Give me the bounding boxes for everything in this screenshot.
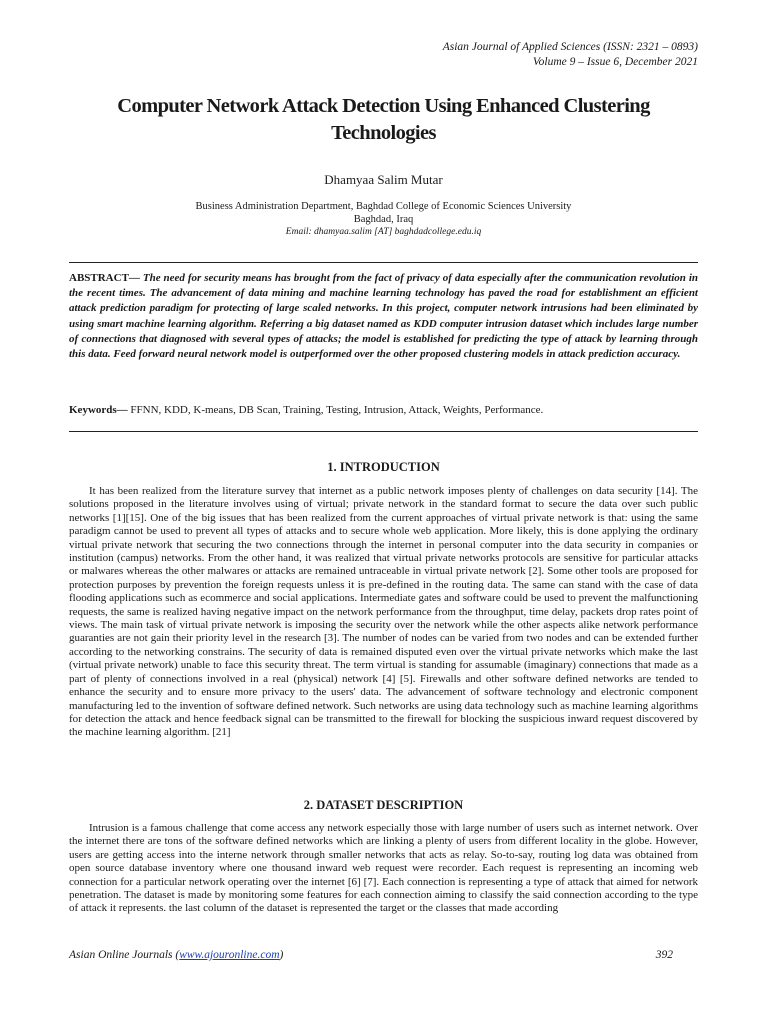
author-affiliation: [69, 201, 698, 239]
author-name: Dhamyaa Salim Mutar: [324, 172, 443, 187]
paper-title: Computer Network Attack Detection Using Enhanced Clustering Technologies: [117, 95, 650, 144]
abstract: [69, 271, 698, 362]
journal-name-line: Asian Journal of Applied Sciences (ISSN: 2321 – 0893): [442, 41, 698, 53]
keywords: [69, 404, 698, 416]
author-email: Email: dhamyaa.salim [AT] baghdadcollege.edu.iq: [285, 227, 482, 237]
keywords-text: FFNN, KDD, K-means, DB Scan, Training, Testing, Intrusion, Attack, Weights, Performance.: [130, 404, 544, 416]
keywords-label: Keywords—: [69, 404, 128, 416]
section-text-dataset-description: Intrusion is a famous challenge that come access any network especially those with large number of users such as internet network. Over the internet there are tons of the software defined networks which are linking a plenty of users from different locality in the globe. However, users are getting access into the interne network through smaller networks that acts as relay. So-to-say, routing log data was obtained from open source database inventory where one thousand inward web request were recorder. Each request is representing an incoming web connection for a particular network operating over the internet [6] [7]. Each connection is representing a type of attack that aimed for network penetration. The dataset is made by monitoring some features for each connection aiming to classify the said connection according to the type of attack it represents. the last column of the dataset is represented the target or the classes that made according: [69, 822, 698, 915]
abstract-label: ABSTRACT—: [69, 272, 140, 284]
footer-publisher-prefix: Asian Online Journals (: [69, 949, 180, 961]
section-heading-dataset-description: 2. DATASET DESCRIPTION: [303, 798, 464, 812]
footer-journal-link[interactable]: www.ajouronline.com: [179, 949, 280, 961]
divider-bottom: [69, 431, 698, 432]
section-text-introduction: It has been realized from the literature survey that internet as a public network imposes plenty of challenges on data security [14]. The solutions proposed in the literature involves using of virtual; private network in the standard format to secure the data over such public networks [1][15]. One of the big issues that has been realized from the current approaches of virtual private network is that: using the same paradigm cannot be used to prevent all types of attacks and to secure whole web application. More likely, this is done applying the ordinary virtual private network that securing the two connections through the internet in personal computer into the data security in companies or institution (campus) networks. From the other hand, it was realized that virtual private networks protocols are sensitive for particular attacks or malwares whereas the other malwares or attacks are remained untraceable in virtual private network [2]. Some other tools are proposed for protection purposes by prevention the foreign requests unless it is pre-defined in the routing data. The same can stand with the case of data flooding applications such as ecommerce and social applications. Intermediate gates and software could be used to prevent the malfunctioning requests, the same is realized having negative impact on the network performance from the throughput, time delay, packets drop rates point of views. The main task of virtual private network is imposing the security over the network while the other aspects alike network performance guaranties are not gain their priority level in the research [3]. The number of nodes can be varied from two nodes and can be extended further according to the networking constrains. The security of data is remained disputed even over the virtual private networks which make the last (virtual private network) unable to face this security threat. The term virtual is standing for assumable (imaginary) connections that made as a part of plenty of connections involved in a real (physical) network [4] [5]. Firewalls and other software defined networks are tended to enhance the security and to ensure more privacy to the users' data. The advancement of software technology and electronic component manufacturing led to the invention of software defined network. Such networks are using data technology such as machine learning algorithms for detection the attack and hence feedback signal can be transmitted to the firewall for blocking the suspicious inward request discovered by the machine learning algorithm. [21]: [69, 485, 698, 739]
section-heading-introduction: 1. INTRODUCTION: [327, 460, 440, 474]
journal-header: [443, 40, 698, 70]
divider-top: [69, 262, 698, 263]
footer-publisher-suffix: ): [279, 949, 284, 961]
volume-issue-line: Volume 9 – Issue 6, December 2021: [532, 56, 698, 68]
footer-publisher: [69, 949, 283, 961]
page-number: 392: [655, 949, 673, 961]
affiliation-department: Business Administration Department, Baghdad College of Economic Sciences University: [195, 201, 572, 212]
affiliation-location: Baghdad, Iraq: [353, 213, 414, 225]
paper-page: [69, 0, 698, 1024]
abstract-text: The need for security means has brought from the fact of privacy of data especially after the communication revolution in the recent times. The advancement of data mining and machine learning technology has paved the road for establishment an efficient attack prediction paradigm for protecting of large scaled networks. In this project, computer network intrusions had been eliminated by using smart machine learning algorithm. Referring a big dataset named as KDD computer intrusion dataset which includes large number of connections that diagnosed with several types of attacks; the model is established for predicting the type of attack by learning through this data. Feed forward neural network model is outperformed over the other proposed clustering models in attack prediction accuracy.: [69, 272, 698, 361]
